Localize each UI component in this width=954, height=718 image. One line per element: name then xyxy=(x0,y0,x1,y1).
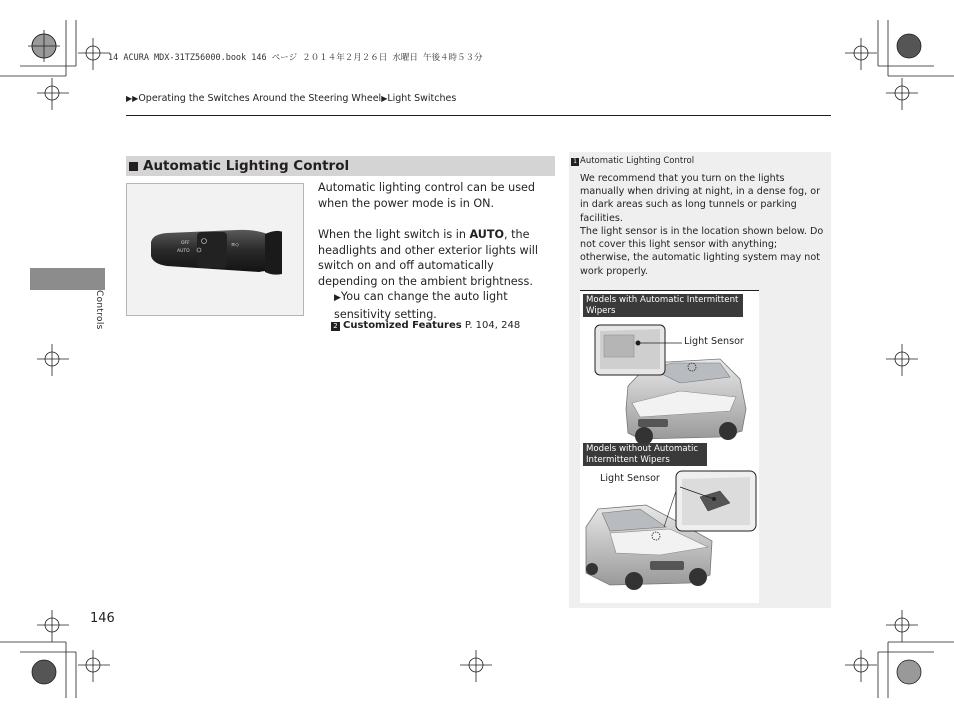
note-arrow-icon: ▶ xyxy=(334,293,341,303)
high-beam-icon: ≡◇ xyxy=(231,242,240,248)
chapter-tab-label: Controls xyxy=(94,290,104,330)
note-marker-icon: 1 xyxy=(571,158,579,166)
auto-setting-label: AUTO xyxy=(469,228,505,241)
customized-features-link[interactable] xyxy=(331,320,520,331)
reference-icon: 2 xyxy=(331,322,340,331)
model-label-with-wipers: Models with Automatic Intermittent Wipers xyxy=(583,294,743,317)
paragraph2-end: , the headlights and other exterior lights will switch on and off automatically depending on the ambient brightness. xyxy=(318,228,539,288)
turn-signal-stalk-image xyxy=(127,184,303,315)
reference-title: Customized Features xyxy=(343,320,462,331)
page-number: 146 xyxy=(90,611,115,626)
section-heading-bar xyxy=(126,156,555,176)
light-sensor-callout-1: Light Sensor xyxy=(684,336,744,347)
side-panel-paragraph-1: We recommend that you turn on the lights manually when driving at night, in a dense fog, or in dark areas such as long tunnels or parking facilities. xyxy=(580,173,821,224)
breadcrumb-separator: ▶ xyxy=(381,94,388,103)
chapter-tab[interactable] xyxy=(30,268,105,290)
paragraph2-start: When the light switch is in xyxy=(318,228,470,241)
side-panel-title xyxy=(571,156,694,166)
light-sensor-diagram xyxy=(580,290,759,603)
section-paragraph-1: Automatic lighting control can be used when the power mode is in ON. xyxy=(318,181,536,210)
breadcrumb-current[interactable]: Light Switches xyxy=(387,93,457,104)
section-title: Automatic Lighting Control xyxy=(143,158,350,174)
light-switch-illustration xyxy=(126,183,304,316)
section-bullet-icon xyxy=(129,162,138,171)
side-panel-title-text: Automatic Lighting Control xyxy=(580,156,695,166)
reference-pages: P. 104, 248 xyxy=(461,320,521,331)
header-rule xyxy=(126,115,831,116)
print-header: 14 ACURA MDX-31TZ56000.book 146 ページ ２０１４年２月２６日 水曜日 午後４時５３分 xyxy=(108,53,483,63)
model-label-without-wipers: Models without Automatic Intermittent Wipers xyxy=(583,443,707,466)
breadcrumb-arrows: ▶▶ xyxy=(126,94,139,103)
side-panel-paragraph-2: The light sensor is in the location shown below. Do not cover this light sensor with anything; otherwise, the automatic lighting system may not work properly. xyxy=(580,226,824,277)
stalk-auto-label: AUTO xyxy=(177,249,190,254)
light-sensor-callout-2: Light Sensor xyxy=(600,473,660,484)
note-text: You can change the auto light sensitivity setting. xyxy=(334,290,508,321)
breadcrumb-parent-link[interactable]: Operating the Switches Around the Steering Wheel xyxy=(138,93,382,104)
stalk-off-label: OFF xyxy=(181,241,190,246)
sensitivity-note xyxy=(334,289,556,322)
section-paragraph-2 xyxy=(318,227,556,289)
breadcrumb xyxy=(126,93,456,104)
